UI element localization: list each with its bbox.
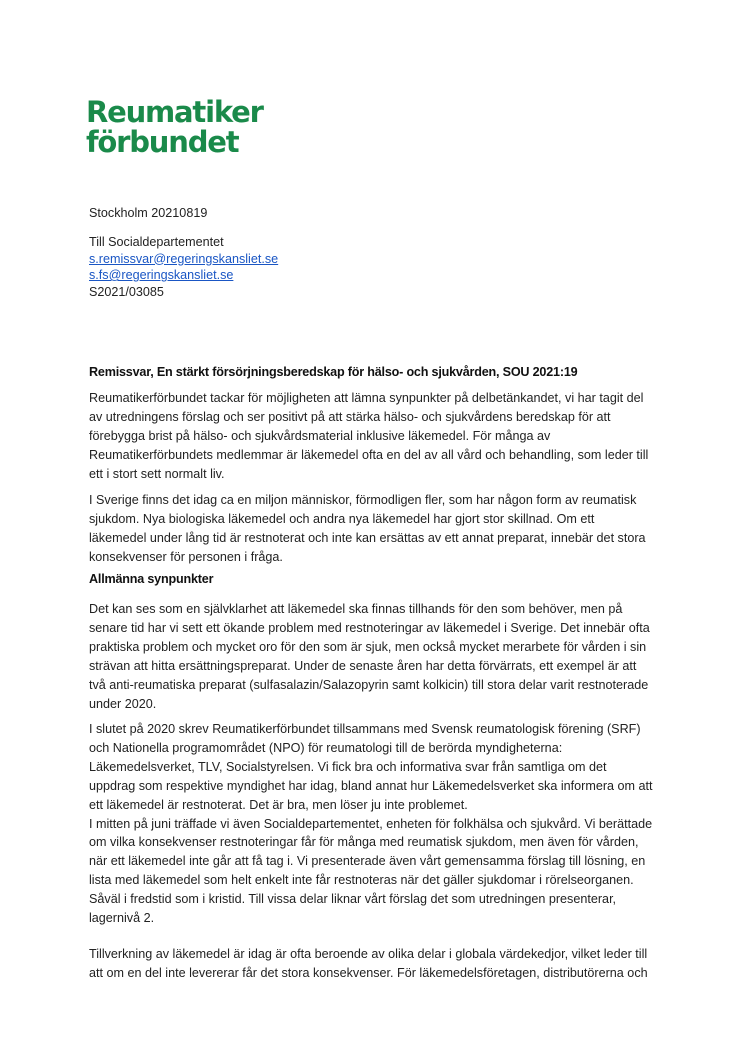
paragraph-sweden: I Sverige finns det idag ca en miljon människor, förmodligen fler, som har någon form av reumatisk sjukdom. Nya biologiska läkemedel och andra nya läkemedel har gjort stor skillnad. Om ett läkemedel under lång tid är restnoterat och inte kan ersättas av ett annat preparat, innebär det stora konsekvenser för personen i fråga. xyxy=(89,493,646,564)
paragraph-manufacturing: Tillverkning av läkemedel är idag är ofta beroende av olika delar i globala värdekedjor, vilket leder till att om en del inte levererar får det stora konsekvenser. För läkemedelsföretagen, distributörerna och xyxy=(89,947,648,980)
logo-line-2: förbundet xyxy=(86,125,239,159)
section-heading-general: Allmänna synpunkter xyxy=(89,572,214,586)
recipient-block xyxy=(89,234,278,300)
document-heading: Remissvar, En stärkt försörjningsberedskap för hälso- och sjukvården, SOU 2021:19 xyxy=(89,365,578,379)
reference-number: S2021/03085 xyxy=(89,284,164,299)
paragraph-general-1: Det kan ses som en självklarhet att läkemedel ska finnas tillhands för den som behöver, men på senare tid har vi sett ett ökande problem med restnoteringar av läkemedel i Sverige. Det innebär ofta praktiska problem och mycket oro för den som är sjuk, men också mycket merarbete för vården i sin strävan att hitta ersättningspreparat. Under de senaste åren har detta förvärrats, ett exempel är att två anti-reumatiska preparat (sulfasalazin/Salazopyrin samt kolkicin) till stora delar varit restnoterade under 2020. xyxy=(89,602,650,711)
paragraph-letter-2020: I slutet på 2020 skrev Reumatikerförbundet tillsammans med Svensk reumatologisk förening (SRF) och Nationella programområdet (NPO) för reumatologi till de berörda myndigheterna: Läkemedelsverket, TLV, Socialstyrelsen. Vi fick bra och informativa svar från samtliga om det uppdrag som respektive myndighet har idag, bland annat hur Läkemedelsverket ska informera om att ett läkemedel är restnoterat. Det är bra, men löser ju inte problemet. xyxy=(89,722,653,812)
email-link-fs[interactable]: s.fs@regeringskansliet.se xyxy=(89,268,234,282)
logo-line-1: Reumatiker xyxy=(86,95,263,129)
reumatikerforbundet-logo xyxy=(86,97,263,157)
letter-date: Stockholm 20210819 xyxy=(89,206,208,220)
recipient-name: Till Socialdepartementet xyxy=(89,235,224,249)
paragraph-intro: Reumatikerförbundet tackar för möjligheten att lämna synpunkter på delbetänkandet, vi har tagit del av utredningens förslag och ser positivt på att stärka hälso- och sjukvårdens beredskap för att förebygga brist på hälso- och sjukvårdsmaterial inklusive läkemedel. För många av Reumatikerförbundets medlemmar är läkemedel ofta en del av all vård och behandling, som leder till ett i stort sett normalt liv. xyxy=(89,391,649,481)
paragraph-general-2 xyxy=(89,720,655,928)
paragraph-meeting-june: I mitten på juni träffade vi även Socialdepartementet, enheten för folkhälsa och sjukvård. Vi berättade om vilka konsekvenser restnoteringar får för många med reumatisk sjukdom, men även för vården, när ett läkemedel inte går att få tag i. Vi presenterade även vårt gemensamma förslag till lösning, en lista med läkemedel som helt enkelt inte får restnoteras när det gäller sjukdomar i rörelseorganen. Såväl i fredstid som i kristid. Till vissa delar liknar vårt förslag det som utredningen presenterar, lagernivå 2. xyxy=(89,816,653,926)
email-link-remissvar[interactable]: s.remissvar@regeringskansliet.se xyxy=(89,251,279,266)
